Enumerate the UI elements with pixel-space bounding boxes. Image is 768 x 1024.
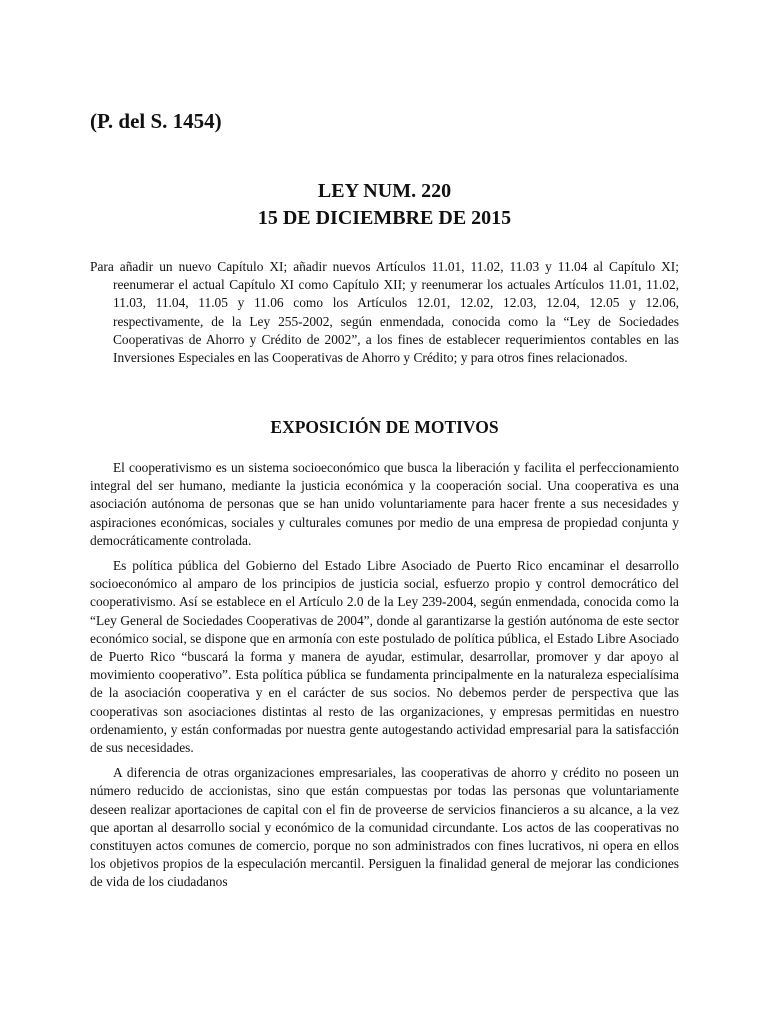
law-header — [90, 178, 679, 232]
law-number: LEY NUM. 220 — [317, 180, 452, 202]
paragraph-3: A diferencia de otras organizaciones empresariales, las cooperativas de ahorro y crédito no poseen un número reducido de accionistas, sino que están compuestas por todas las personas que voluntariamente deseen realizar aportaciones de capital con el fin de proveerse de servicios financieros a su alcance, a la vez que aportan al desarrollo social y económico de la comunidad circundante. Los actos de las cooperativas no constituyen actos comunes de comercio, porque no son administrados con fines lucrativos, ni opera en ellos los objetivos propios de la especulación mercantil. Persiguen la finalidad general de mejorar las condiciones de vida de los ciudadanos — [90, 765, 679, 890]
paragraph-2: Es política pública del Gobierno del Estado Libre Asociado de Puerto Rico encaminar el desarrollo socioeconómico al amparo de los principios de justicia social, esfuerzo propio y control democrático del cooperativismo. Así se establece en el Artículo 2.0 de la Ley 239-2004, según enmendada, conocida como la “Ley General de Sociedades Cooperativas de 2004”, donde al garantizarse la gestión autónoma de este sector económico social, se dispone que en armonía con este postulado de política pública, el Estado Libre Asociado de Puerto Rico “buscará la forma y manera de ayudar, estimular, desarrollar, promover y dar apoyo al movimiento cooperativo”. Esta política pública se fundamenta principalmente en la naturaleza especialísima de la asociación cooperativa y en el carácter de sus socios. No debemos perder de perspectiva que las cooperativas son asociaciones distintas al resto de las organizaciones, y empresas permitidas en nuestro ordenamiento, y están conformadas por nuestra gente autogestando actividad empresarial para la satisfacción de sus necesidades. — [90, 558, 679, 756]
law-date: 15 DE DICIEMBRE DE 2015 — [257, 207, 512, 229]
bill-id: (P. del S. 1454) — [90, 109, 222, 133]
paragraph-1: El cooperativismo es un sistema socioeconómico que busca la liberación y facilita el perfeccionamiento integral del ser humano, mediante la justicia económica y la cooperación social. Una cooperativa es una asociación autónoma de personas que se han unido voluntariamente para hacer frente a sus necesidades y aspiraciones económicas, sociales y culturales comunes por medio de una empresa de propiedad conjunta y democráticamente controlada. — [90, 460, 679, 548]
body-text — [90, 459, 679, 899]
law-summary: Para añadir un nuevo Capítulo XI; añadir nuevos Artículos 11.01, 11.02, 11.03 y 11.04 al Capítulo XI; reenumerar el actual Capítulo XI como Capítulo XII; y reenumerar los actuales Artículos 11.01, 11.02, 11.03, 11.04, 11.05 y 11.06 como los Artículos 12.01, 12.02, 12.03, 12.04, 12.05 y 12.06, respectivamente, de la Ley 255-2002, según enmendada, conocida como la “Ley de Sociedades Cooperativas de Ahorro y Crédito de 2002”, a los fines de establecer requerimientos contables en las Inversiones Especiales en las Cooperativas de Ahorro y Crédito; y para otros fines relacionados. — [90, 259, 679, 366]
section-heading: EXPOSICIÓN DE MOTIVOS — [270, 417, 499, 437]
